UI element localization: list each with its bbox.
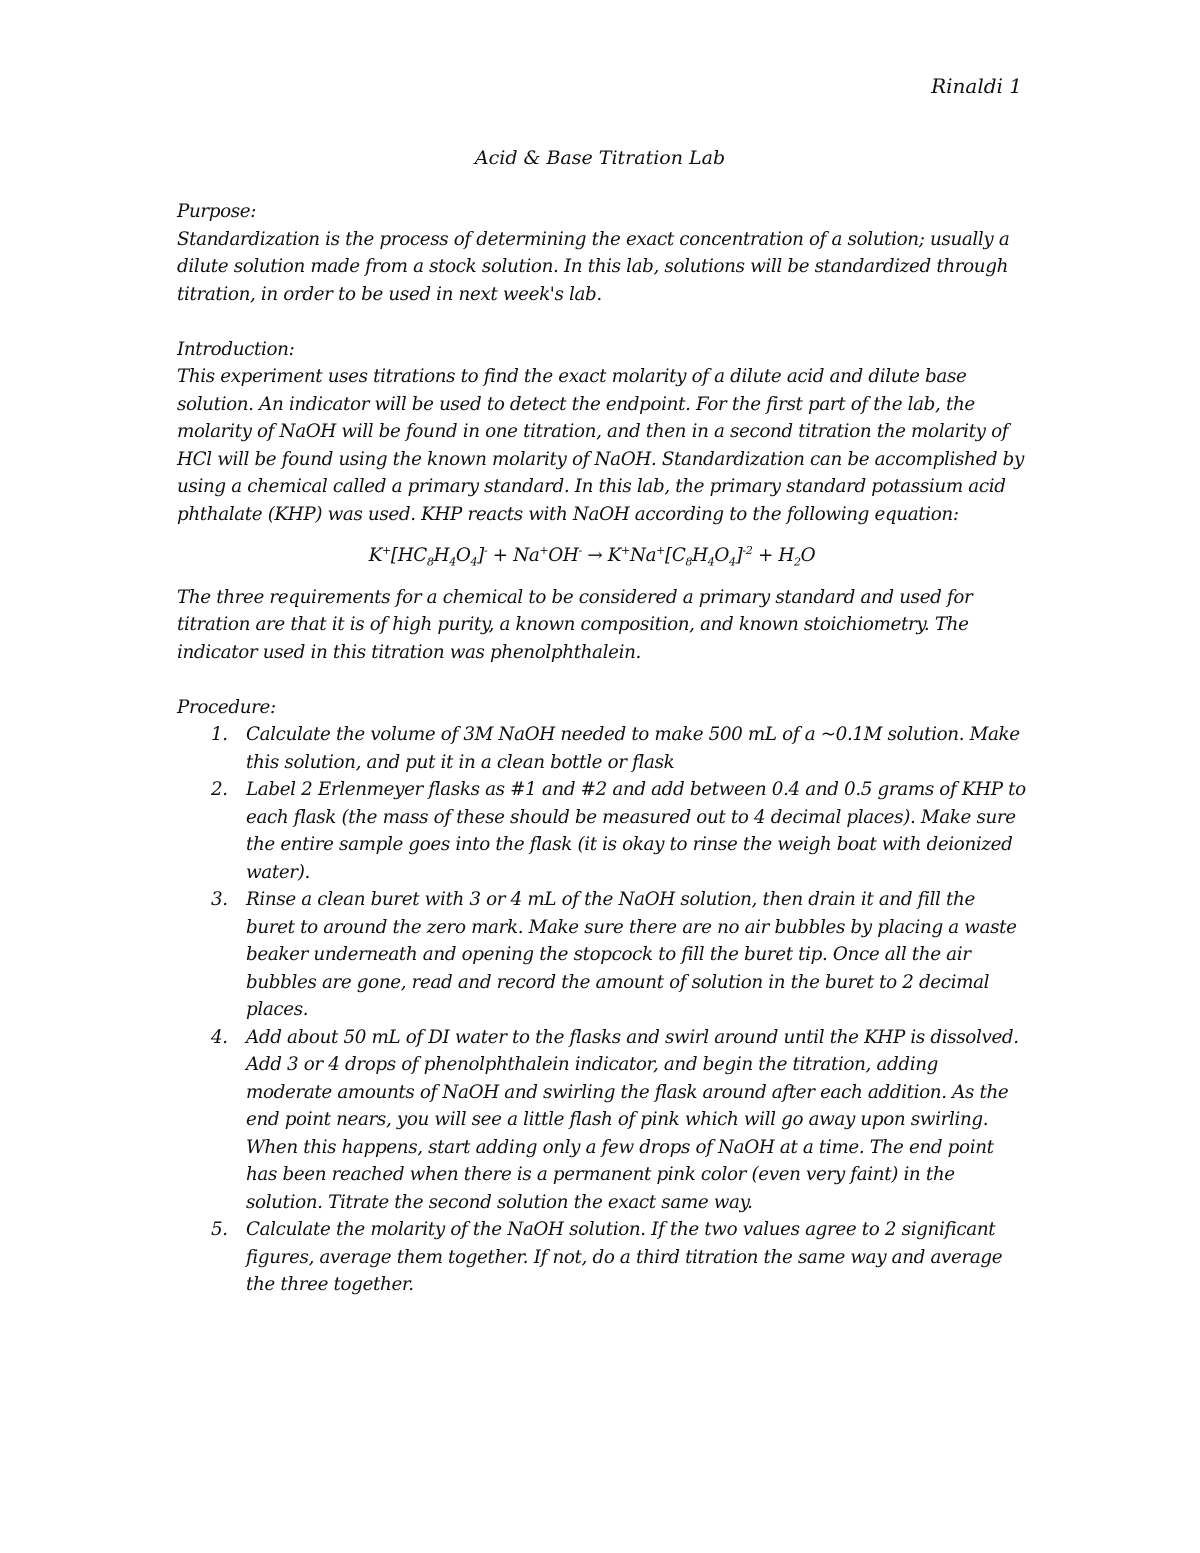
procedure-step	[177, 776, 1027, 886]
khp-reaction-equation: $K^+[HC_8H_4O_4]^- + Na^+OH^- \to K^+Na^+[C_8H_4O_4]^{-2} + H_2O$	[368, 543, 816, 569]
page-header-label: Rinaldi 1	[931, 74, 1022, 98]
step-text: Rinse a clean buret with 3 or 4 mL of the NaOH solution, then drain it and fill the buret to around the zero mark. Make sure there are no air bubbles by placing a waste beaker underneath and opening the stopcock to fill the buret tip. Once all the air bubbles are gone, read and record the amount of solution in the buret to 2 decimal places.	[246, 889, 1017, 1020]
step-number: 4.	[211, 1026, 228, 1048]
document-title: Acid & Base Titration Lab	[474, 147, 726, 169]
step-number: 1.	[211, 724, 228, 745]
procedure-step	[177, 1024, 1027, 1217]
purpose-text: Standardization is the process of determining the exact concentration of a solution; usually a dilute solution made from a stock solution. In this lab, solutions will be standardized through titration, in order to be used in next week's lab.	[177, 228, 1010, 305]
reaction-arrow: →	[581, 545, 608, 566]
step-number: 3.	[211, 889, 228, 910]
spacer	[177, 308, 1027, 336]
purpose-heading: Purpose:	[177, 201, 257, 222]
step-number: 5.	[211, 1219, 228, 1240]
procedure-list	[177, 721, 1027, 1299]
step-text: Calculate the molarity of the NaOH solution. If the two values agree to 2 significant figures, average them together. If not, do a third titration the same way and average the three together.	[246, 1219, 1003, 1295]
document-body	[177, 198, 1027, 1299]
primary-standard-text: The three requirements for a chemical to be considered a primary standard and used for titration are that it is of high purity, a known composition, and known stoichiometry. The indicator used in this titration was phenolphthalein.	[177, 586, 973, 663]
procedure-step	[177, 721, 1027, 776]
step-number: 2.	[211, 779, 228, 800]
introduction-text: This experiment uses titrations to find the exact molarity of a dilute acid and dilute base solution. An indicator will be used to detect the endpoint. For the first part of the lab, the molarity of NaOH will be found in one titration, and then in a second titration the molarity of HCl will be found using the known molarity of NaOH. Standardization can be accomplished by using a chemical called a primary standard. In this lab, the primary standard potassium acid phthalate (KHP) was used. KHP reacts with NaOH according to the following equation:	[177, 366, 1025, 525]
procedure-step	[177, 886, 1027, 1024]
step-text: Calculate the volume of 3M NaOH needed to make 500 mL of a ~0.1M solution. Make this solution, and put it in a clean bottle or flask	[246, 724, 1020, 773]
step-text: Label 2 Erlenmeyer flasks as #1 and #2 and add between 0.4 and 0.5 grams of KHP to each flask (the mass of these should be measured out to 4 decimal places). Make sure the entire sample goes into the flask (it is okay to rinse the weigh boat with deionized water).	[246, 779, 1026, 883]
procedure-heading: Procedure:	[177, 696, 276, 718]
introduction-heading: Introduction:	[177, 338, 295, 360]
spacer	[177, 666, 1027, 694]
procedure-step	[177, 1216, 1027, 1299]
step-text: Add about 50 mL of DI water to the flasks and swirl around until the KHP is dissolved. Add 3 or 4 drops of phenolphthalein indicator, and begin the titration, adding moderate amounts of NaOH and swirling the flask around after each addition. As the end point nears, you will see a little flash of pink which will go away upon swirling. When this happens, start adding only a few drops of NaOH at a time. The end point has been reached when there is a permanent pink color (even very faint) in the solution. Titrate the second solution the exact same way.	[246, 1026, 1019, 1213]
